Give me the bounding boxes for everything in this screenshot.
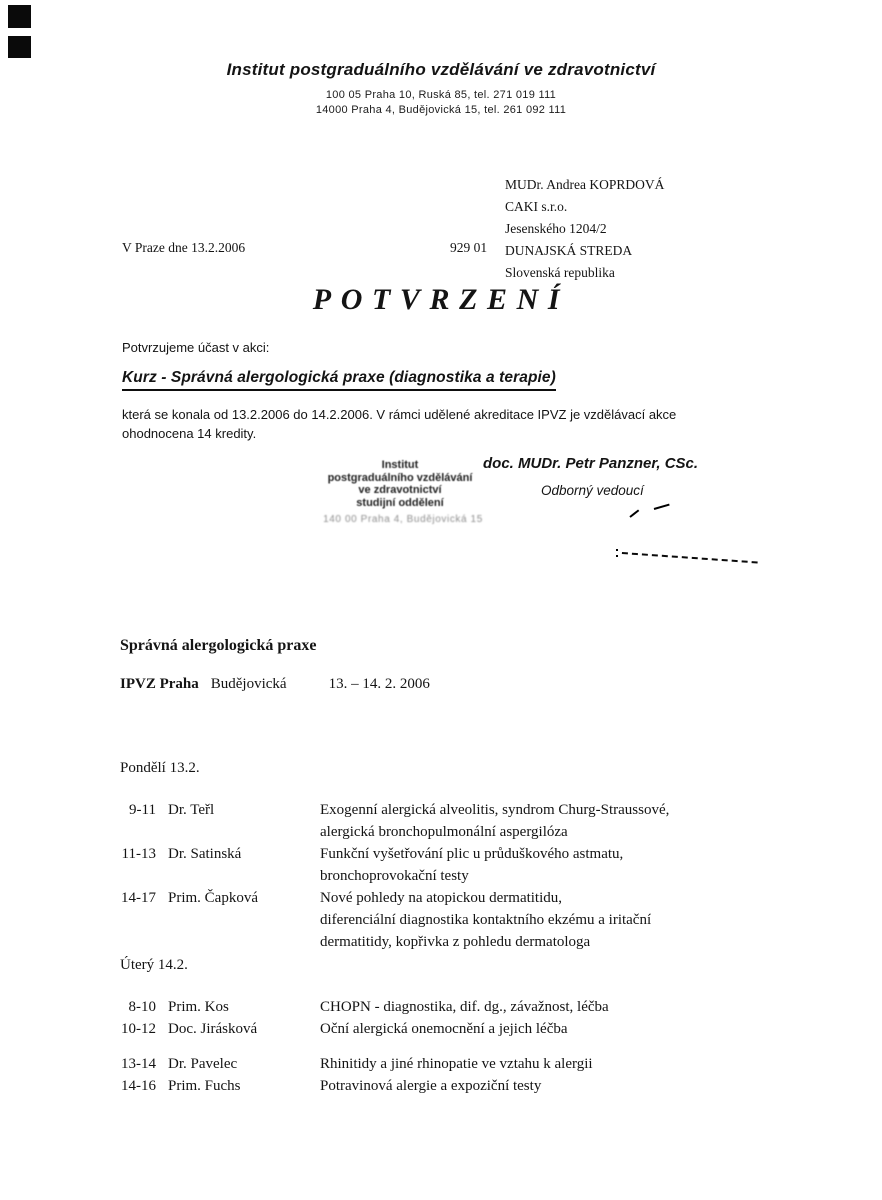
session-time: 14-16 bbox=[121, 1078, 156, 1094]
session-lecturer: Doc. Jirásková bbox=[168, 1021, 258, 1037]
day-label-monday: Pondělí 13.2. bbox=[120, 760, 200, 776]
session-topic bbox=[320, 1053, 593, 1075]
session-time: 13-14 bbox=[121, 1056, 156, 1072]
institute-address-1: 100 05 Praha 10, Ruská 85, tel. 271 019 111 bbox=[325, 89, 557, 101]
certificate-intro: Potvrzujeme účast v akci: bbox=[122, 340, 270, 355]
schedule-row bbox=[120, 887, 669, 953]
day-label-tuesday: Úterý 14.2. bbox=[120, 957, 188, 973]
recipient-city: DUNAJSKÁ STREDA bbox=[505, 243, 633, 258]
pen-dot bbox=[616, 555, 618, 557]
pen-stroke bbox=[629, 509, 639, 517]
certificate-title: POTVRZENÍ bbox=[312, 283, 570, 316]
schedule-row bbox=[120, 799, 669, 843]
session-topic bbox=[320, 799, 669, 843]
handwritten-signature-line bbox=[622, 552, 758, 563]
recipient-street: Jesenského 1204/2 bbox=[505, 221, 607, 236]
certificate-body bbox=[122, 405, 676, 443]
session-topic bbox=[320, 887, 651, 953]
scan-mark bbox=[8, 36, 31, 58]
session-topic bbox=[320, 843, 623, 887]
stamp-line: ve zdravotnictví bbox=[358, 484, 442, 496]
session-lecturer: Dr. Teřl bbox=[168, 802, 215, 818]
program-dates: 13. – 14. 2. 2006 bbox=[328, 676, 430, 692]
stamp-address-line: 140 00 Praha 4, Budějovická 15 bbox=[323, 514, 483, 525]
place-and-date: V Praze dne 13.2.2006 bbox=[122, 240, 246, 255]
topic-line: Potravinová alergie a expoziční testy bbox=[320, 1078, 542, 1094]
postal-code: 929 01 bbox=[450, 240, 488, 255]
topic-line: Oční alergická onemocnění a jejich léčba bbox=[320, 1021, 568, 1037]
recipient-block bbox=[505, 174, 664, 284]
session-time: 8-10 bbox=[128, 999, 156, 1015]
stamp-line: Institut bbox=[381, 459, 419, 471]
topic-line: Rhinitidy a jiné rhinopatie ve vztahu k alergii bbox=[320, 1056, 593, 1072]
program-venue-line bbox=[120, 676, 430, 693]
institute-address-2: 14000 Praha 4, Budějovická 15, tel. 261 092 111 bbox=[315, 104, 567, 116]
topic-line: diferenciální diagnostika kontaktního ekzému a iritační bbox=[320, 912, 652, 928]
session-topic bbox=[320, 996, 609, 1018]
session-lecturer: Prim. Fuchs bbox=[168, 1078, 241, 1094]
program-title: Správná alergologická praxe bbox=[120, 637, 317, 654]
schedule-row bbox=[120, 1018, 609, 1040]
schedule-row bbox=[120, 1075, 609, 1097]
topic-line: Exogenní alergická alveolitis, syndrom Churg-Straussové, bbox=[320, 802, 670, 818]
certificate-body-line: která se konala od 13.2.2006 do 14.2.2006. V rámci udělené akreditace IPVZ je vzdělávací akce bbox=[122, 407, 677, 422]
signatory-role: Odborný vedoucí bbox=[541, 483, 644, 498]
session-time: 11-13 bbox=[121, 846, 156, 862]
signatory-name: doc. MUDr. Petr Panzner, CSc. bbox=[483, 455, 699, 472]
session-topic bbox=[320, 1075, 541, 1097]
session-time: 10-12 bbox=[121, 1021, 156, 1037]
scan-mark bbox=[8, 5, 31, 28]
pen-dot bbox=[616, 549, 618, 551]
stamp-line: studijní oddělení bbox=[356, 496, 444, 509]
stamp-line: postgraduálního vzdělávání bbox=[327, 471, 473, 484]
session-time: 14-17 bbox=[121, 890, 156, 906]
session-lecturer: Dr. Satinská bbox=[168, 846, 242, 862]
schedule-row bbox=[120, 843, 669, 887]
program-hall: Budějovická bbox=[210, 676, 287, 692]
schedule-row bbox=[120, 996, 609, 1018]
recipient-name: MUDr. Andrea KOPRDOVÁ bbox=[505, 177, 665, 192]
session-lecturer: Prim. Čapková bbox=[168, 890, 258, 906]
recipient-company: CAKI s.r.o. bbox=[505, 199, 568, 214]
rubber-stamp bbox=[302, 459, 498, 509]
topic-line: dermatitidy, kopřivka z pohledu dermatologa bbox=[320, 934, 591, 950]
course-title: Kurz - Správná alergologická praxe (diagnostika a terapie) bbox=[122, 369, 556, 391]
topic-line: Nové pohledy na atopickou dermatitidu, bbox=[320, 890, 563, 906]
schedule-row bbox=[120, 1053, 609, 1075]
topic-line: bronchoprovokační testy bbox=[320, 868, 469, 884]
session-time: 9-11 bbox=[129, 802, 156, 818]
topic-line: Funkční vyšetřování plic u průduškového astmatu, bbox=[320, 846, 624, 862]
session-lecturer: Prim. Kos bbox=[168, 999, 229, 1015]
program-venue: IPVZ Praha bbox=[120, 676, 199, 692]
session-lecturer: Dr. Pavelec bbox=[168, 1056, 238, 1072]
topic-line: alergická bronchopulmonální aspergilóza bbox=[320, 824, 568, 840]
schedule-monday bbox=[120, 799, 669, 953]
session-topic bbox=[320, 1018, 568, 1040]
certificate-body-line: ohodnocena 14 kredity. bbox=[122, 426, 257, 441]
institute-name: Institut postgraduálního vzdělávání ve zdravotnictví bbox=[226, 60, 656, 79]
topic-line: CHOPN - diagnostika, dif. dg., závažnost, léčba bbox=[320, 999, 609, 1015]
recipient-country: Slovenská republika bbox=[505, 265, 615, 280]
pen-stroke bbox=[654, 504, 670, 510]
schedule-tuesday bbox=[120, 996, 609, 1097]
